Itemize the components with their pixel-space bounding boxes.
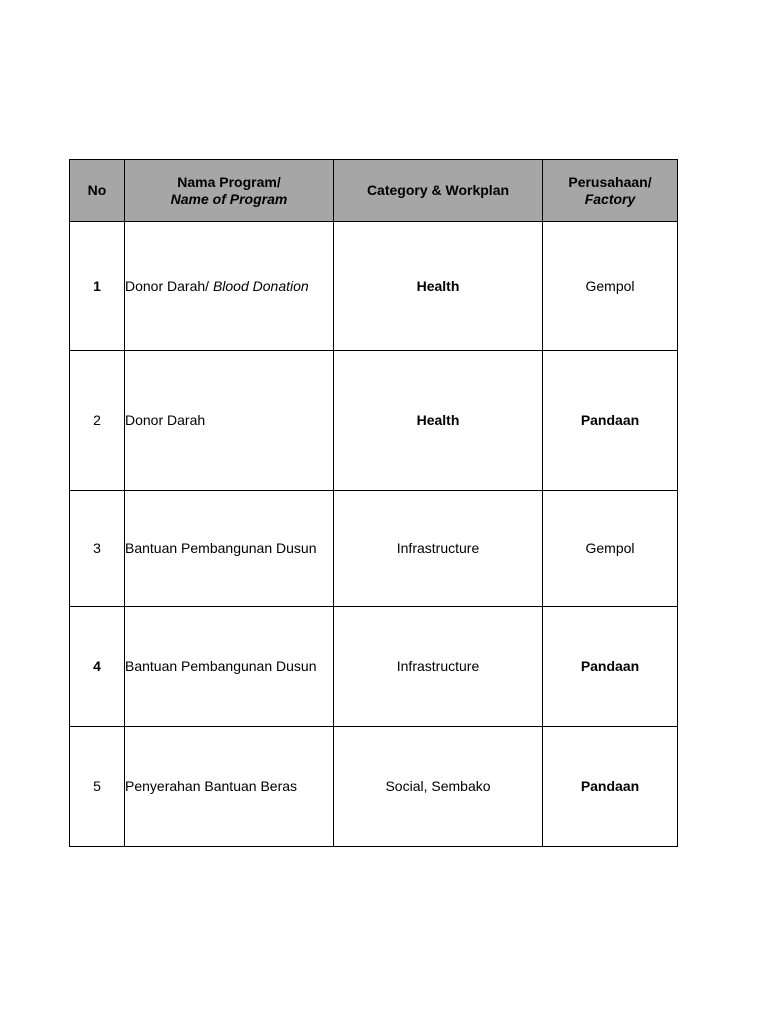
category-cell: Infrastructure xyxy=(334,607,543,727)
header-name-line1: Nama Program/ xyxy=(177,173,281,190)
header-row xyxy=(70,160,678,222)
factory-cell: Gempol xyxy=(543,491,678,607)
table-header xyxy=(70,160,678,222)
header-factory-line2: Factory xyxy=(584,190,636,207)
header-factory-line1: Perusahaan/ xyxy=(568,173,652,190)
program-name xyxy=(125,222,334,351)
header-name-line2: Name of Program xyxy=(170,190,288,207)
header-category-label: Category & Workplan xyxy=(366,182,510,198)
factory-cell: Pandaan xyxy=(543,607,678,727)
header-no xyxy=(70,160,125,222)
row-number: 4 xyxy=(70,607,125,727)
program-name-main: Bantuan Pembangunan Dusun xyxy=(125,540,317,556)
program-name xyxy=(125,607,334,727)
program-name-main: Bantuan Pembangunan Dusun xyxy=(125,658,317,674)
row-number: 2 xyxy=(70,351,125,491)
program-name-main: Donor Darah xyxy=(125,412,206,428)
program-name-main: Penyerahan Bantuan Beras xyxy=(125,778,298,794)
program-name xyxy=(125,351,334,491)
category-cell: Infrastructure xyxy=(334,491,543,607)
program-name-main: Donor Darah/ xyxy=(125,277,213,294)
program-table xyxy=(69,159,678,847)
table-row xyxy=(70,491,678,607)
category-cell: Health xyxy=(334,222,543,351)
row-number: 5 xyxy=(70,727,125,847)
table-body xyxy=(70,222,678,847)
program-name xyxy=(125,491,334,607)
category-cell: Social, Sembako xyxy=(334,727,543,847)
row-number: 3 xyxy=(70,491,125,607)
factory-cell: Gempol xyxy=(543,222,678,351)
table-row xyxy=(70,222,678,351)
factory-cell: Pandaan xyxy=(543,727,678,847)
table-row xyxy=(70,727,678,847)
row-number: 1 xyxy=(70,222,125,351)
table-row xyxy=(70,607,678,727)
program-name-english: Blood Donation xyxy=(212,277,309,294)
header-factory xyxy=(543,160,678,222)
header-category xyxy=(334,160,543,222)
table-row xyxy=(70,351,678,491)
header-name-of-program xyxy=(125,160,334,222)
category-cell: Health xyxy=(334,351,543,491)
header-no-label: No xyxy=(87,182,107,198)
factory-cell: Pandaan xyxy=(543,351,678,491)
program-name xyxy=(125,727,334,847)
